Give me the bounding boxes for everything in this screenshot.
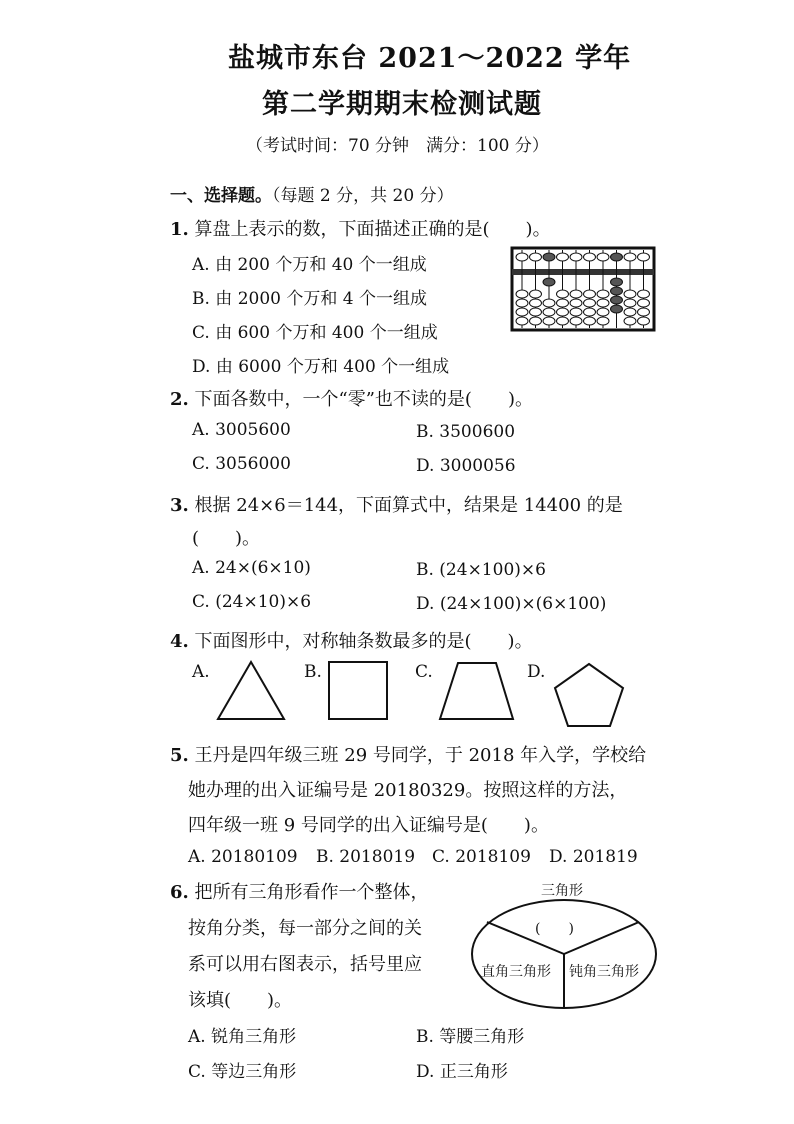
question-text: 下面各数中，一个“零”也不读的是( )。: [194, 389, 533, 410]
q2-option-c: C. 3056000: [192, 454, 291, 474]
abacus-lower-bead: [530, 299, 542, 307]
q1-option-b: B. 由 2000 个万和 4 个一组成: [192, 289, 427, 309]
abacus-upper-bead: [597, 253, 609, 261]
abacus-lower-bead: [570, 308, 582, 316]
abacus-lower-bead: [543, 308, 555, 316]
question-1: [170, 215, 551, 241]
pentagon-shape: [552, 662, 626, 730]
q3-option-a: A. 24×(6×10): [192, 558, 311, 578]
question-number: 6.: [170, 882, 189, 903]
question-3: [170, 491, 623, 517]
q6-option-a: A. 锐角三角形: [188, 1027, 297, 1047]
abacus-lower-bead: [516, 290, 528, 298]
abacus-lower-bead: [543, 299, 555, 307]
abacus-lower-bead: [557, 290, 569, 298]
q4-option-d: D.: [527, 662, 546, 682]
abacus-upper-bead: [584, 253, 596, 261]
abacus-lower-bead: [611, 305, 623, 313]
question-2: [170, 385, 533, 411]
question-text: 根据 24×6＝144，下面算式中，结果是 14400 的是: [194, 495, 623, 516]
abacus-lower-bead: [611, 296, 623, 304]
q4-option-c: C.: [415, 662, 433, 682]
question-number: 1.: [170, 219, 189, 240]
abacus-upper-bead: [624, 253, 636, 261]
question-text: 算盘上表示的数，下面描述正确的是( )。: [194, 219, 551, 240]
question-6-line-2: 按角分类，每一部分之间的关: [188, 918, 422, 939]
abacus-lower-bead: [638, 317, 650, 325]
abacus-lower-bead: [597, 299, 609, 307]
section-note: （每题 2 分，共 20 分）: [272, 186, 454, 206]
abacus-lower-bead: [530, 290, 542, 298]
question-number: 5.: [170, 745, 189, 766]
question-6-line-3: 系可以用右图表示，括号里应: [188, 954, 422, 975]
abacus-figure: [510, 246, 656, 332]
trapezoid-shape: [438, 660, 518, 722]
question-4: [170, 627, 533, 653]
question-5-line-2: 她办理的出入证编号是 20180329。按照这样的方法，: [188, 780, 628, 801]
abacus-lower-bead: [570, 317, 582, 325]
abacus-lower-bead: [597, 290, 609, 298]
abacus-lower-bead: [570, 290, 582, 298]
q1-option-c: C. 由 600 个万和 400 个一组成: [192, 323, 438, 343]
question-number: 2.: [170, 389, 189, 410]
q2-option-d: D. 3000056: [416, 456, 516, 476]
question-6: [170, 878, 429, 904]
section-heading: [170, 181, 454, 206]
page-subtitle: 第二学期期末检测试题: [262, 89, 542, 120]
abacus-lower-bead: [611, 287, 623, 295]
diagram-right-label: 钝角三角形: [569, 964, 639, 980]
abacus-upper-bead: [543, 253, 555, 261]
exam-info: （考试时间：70 分钟 满分：100 分）: [246, 136, 549, 156]
question-text: 下面图形中，对称轴条数最多的是( )。: [194, 631, 533, 652]
abacus-upper-bead: [638, 253, 650, 261]
abacus-lower-bead: [638, 308, 650, 316]
question-number: 4.: [170, 631, 189, 652]
q5-option-a: A. 20180109: [188, 847, 298, 867]
q5-option-b: B. 2018019: [316, 847, 416, 867]
q2-option-a: A. 3005600: [192, 420, 291, 440]
abacus-lower-bead: [638, 290, 650, 298]
abacus-lower-bead: [516, 308, 528, 316]
abacus-lower-bead: [624, 299, 636, 307]
q6-option-b: B. 等腰三角形: [416, 1027, 525, 1047]
abacus-upper-bead: [530, 253, 542, 261]
question-5: [170, 741, 646, 767]
abacus-lower-bead: [597, 308, 609, 316]
abacus-lower-bead: [530, 308, 542, 316]
question-number: 3.: [170, 495, 189, 516]
diagram-blank: ( ): [535, 921, 574, 937]
question-3-line-2: ( )。: [192, 528, 261, 549]
abacus-upper-bead: [570, 253, 582, 261]
diagram-title: 三角形: [541, 883, 583, 899]
abacus-lower-bead: [611, 278, 623, 286]
triangle-classification-diagram: [470, 898, 658, 1010]
q3-option-c: C. (24×10)×6: [192, 592, 312, 612]
abacus-lower-bead: [584, 299, 596, 307]
diagram-left-label: 直角三角形: [481, 964, 551, 980]
abacus-lower-bead: [624, 290, 636, 298]
abacus-upper-bead: [611, 253, 623, 261]
abacus-lower-bead: [543, 317, 555, 325]
abacus-lower-bead: [557, 299, 569, 307]
page-title: 盐城市东台 2021～2022 学年: [228, 43, 632, 74]
abacus-lower-bead: [638, 299, 650, 307]
abacus-lower-bead: [557, 308, 569, 316]
abacus-lower-bead: [543, 278, 555, 286]
q6-option-c: C. 等边三角形: [188, 1062, 297, 1082]
abacus-upper-bead: [557, 253, 569, 261]
abacus-lower-bead: [584, 308, 596, 316]
q2-option-b: B. 3500600: [416, 422, 516, 442]
q1-option-d: D. 由 6000 个万和 400 个一组成: [192, 357, 450, 377]
abacus-lower-bead: [516, 317, 528, 325]
section-title: 一、选择题。: [170, 186, 272, 206]
q3-option-d: D. (24×100)×(6×100): [416, 594, 607, 614]
abacus-lower-bead: [597, 317, 609, 325]
abacus-upper-bead: [516, 253, 528, 261]
q5-option-d: D. 201819: [549, 847, 638, 867]
abacus-lower-bead: [516, 299, 528, 307]
question-text: 把所有三角形看作一个整体，: [194, 882, 429, 903]
abacus-lower-bead: [530, 317, 542, 325]
q4-option-a: A.: [192, 662, 210, 682]
question-5-line-3: 四年级一班 9 号同学的出入证编号是( )。: [188, 815, 549, 836]
abacus-lower-bead: [624, 308, 636, 316]
q5-option-c: C. 2018109: [432, 847, 531, 867]
abacus-lower-bead: [584, 290, 596, 298]
q6-option-d: D. 正三角形: [416, 1062, 508, 1082]
question-6-line-4: 该填( )。: [188, 990, 293, 1011]
abacus-lower-bead: [584, 317, 596, 325]
question-text: 王丹是四年级三班 29 号同学，于 2018 年入学，学校给: [194, 745, 647, 766]
q4-option-b: B.: [304, 662, 322, 682]
abacus-lower-bead: [557, 317, 569, 325]
triangle-shape: [216, 660, 286, 722]
square-shape: [328, 660, 390, 722]
abacus-lower-bead: [624, 317, 636, 325]
q1-option-a: A. 由 200 个万和 40 个一组成: [192, 255, 427, 275]
abacus-lower-bead: [570, 299, 582, 307]
q3-option-b: B. (24×100)×6: [416, 560, 546, 580]
